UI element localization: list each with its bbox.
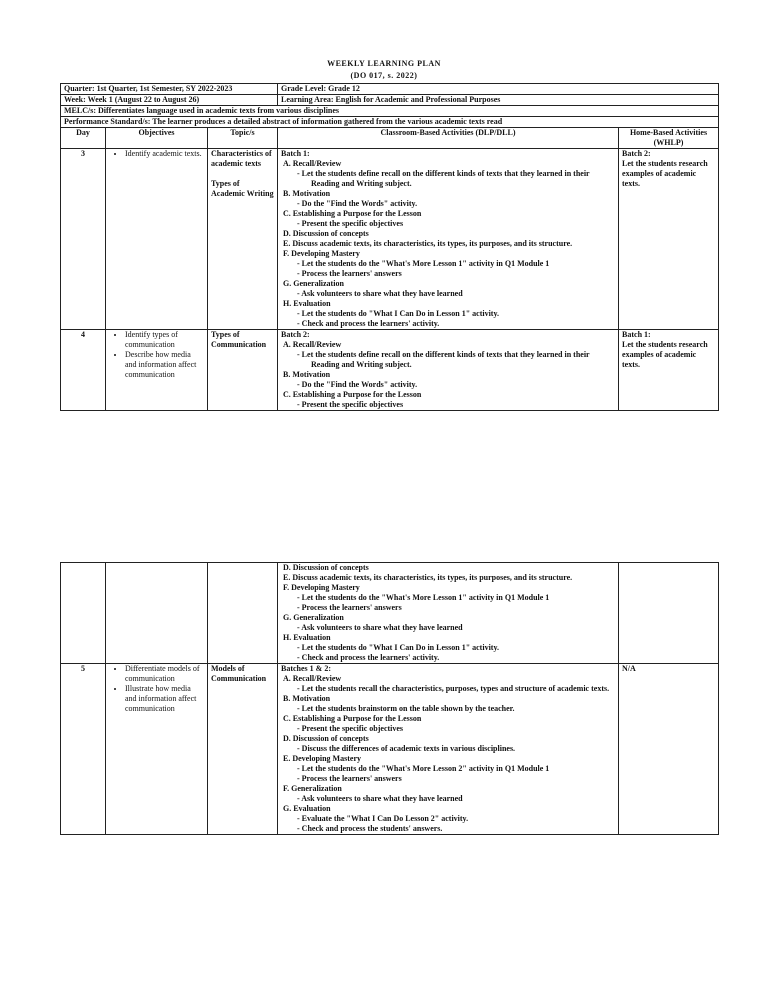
activity-item: E. Discuss academic texts, its characteristics, its types, its purposes, and its structure. <box>283 573 573 582</box>
activities-cell <box>278 664 619 835</box>
table-row <box>61 149 719 330</box>
activity-subitem: - Let the students do the "What's More Lesson 2" activity in Q1 Module 1 <box>297 764 550 773</box>
activity-subitem: - Let the students recall the characteristics, purposes, types and structure of academic texts. <box>297 684 610 693</box>
table-row <box>61 664 719 835</box>
activity-subitem: - Let the students do the "What's More Lesson 1" activity in Q1 Module 1 <box>297 259 550 268</box>
day-cell: 3 <box>61 149 106 330</box>
activity-subitem: - Discuss the differences of academic texts in various disciplines. <box>297 744 516 753</box>
activity-subitem: - Let the students define recall on the different kinds of texts that they learned in their Reading and Writing subject. <box>297 350 590 369</box>
activity-item: E. Developing Mastery <box>283 754 361 763</box>
activity-item: B. Motivation <box>283 370 331 379</box>
table-row <box>61 330 719 411</box>
activity-subitem: - Let the students brainstorm on the table shown by the teacher. <box>297 704 515 713</box>
activity-item: D. Discussion of concepts <box>283 734 369 743</box>
home-activity-text: Let the students research examples of academic texts. <box>622 159 708 188</box>
topic-item: Types of Communication <box>211 330 267 349</box>
objective-item: • Illustrate how media and information affect communication <box>125 684 204 714</box>
activity-item: G. Evaluation <box>283 804 331 813</box>
col-objectives: Objectives <box>106 128 208 149</box>
activity-item: F. Developing Mastery <box>283 249 360 258</box>
table-row <box>61 563 719 664</box>
topic-item: Types of Academic Writing <box>211 179 274 198</box>
activity-subitem: - Process the learners' answers <box>297 603 402 612</box>
activity-subitem: - Ask volunteers to share what they have learned <box>297 623 463 632</box>
col-day: Day <box>61 128 106 149</box>
objectives-cell <box>106 664 208 835</box>
activities-cell <box>278 149 619 330</box>
day-cell: 4 <box>61 330 106 411</box>
objective-item: • Identify academic texts. <box>125 149 204 159</box>
objective-item: • Differentiate models of communication <box>125 664 204 684</box>
objectives-cell <box>106 563 208 664</box>
home-activities-cell <box>619 149 719 330</box>
activity-subitem: - Do the "Find the Words" activity. <box>297 380 418 389</box>
activity-subitem: - Let the students do the "What's More Lesson 1" activity in Q1 Module 1 <box>297 593 550 602</box>
activity-subitem: - Process the learners' answers <box>297 774 402 783</box>
activity-subitem: - Check and process the learners' activity. <box>297 653 440 662</box>
activity-item: B. Motivation <box>283 189 331 198</box>
activity-subitem: - Check and process the students' answers. <box>297 824 443 833</box>
activity-item: C. Establishing a Purpose for the Lesson <box>283 209 422 218</box>
home-activity-text: N/A <box>622 664 636 673</box>
activity-subitem: - Check and process the learners' activity. <box>297 319 440 328</box>
document-subtitle: (DO 017, s. 2022) <box>350 71 418 80</box>
quarter-cell: Quarter: 1st Quarter, 1st Semester, SY 2022-2023 <box>61 84 278 95</box>
objective-item: • Describe how media and information affect communication <box>125 350 204 380</box>
topic-item: Models of Communication <box>211 664 267 683</box>
melc-cell: MELC/s: Differentiates language used in academic texts from various disciplines <box>61 106 719 117</box>
learning-area-cell: Learning Area: English for Academic and Professional Purposes <box>278 95 719 106</box>
objectives-cell <box>106 330 208 411</box>
activity-item: D. Discussion of concepts <box>283 563 369 572</box>
batch-label: Batches 1 & 2: <box>281 664 331 673</box>
activities-cell <box>278 563 619 664</box>
topics-cell <box>208 330 278 411</box>
objective-item: • Identify types of communication <box>125 330 204 350</box>
activity-subitem: - Do the "Find the Words" activity. <box>297 199 418 208</box>
activity-subitem: - Present the specific objectives <box>297 724 404 733</box>
activity-item: G. Generalization <box>283 613 344 622</box>
activity-item: E. Discuss academic texts, its characteristics, its types, its purposes, and its structure. <box>283 239 573 248</box>
activity-item: A. Recall/Review <box>283 340 342 349</box>
col-activities: Classroom-Based Activities (DLP/DLL) <box>278 128 619 149</box>
document-title: WEEKLY LEARNING PLAN <box>327 59 441 68</box>
activity-subitem: - Let the students define recall on the different kinds of texts that they learned in their Reading and Writing subject. <box>297 169 590 188</box>
activity-subitem: - Process the learners' answers <box>297 269 402 278</box>
performance-standard-cell: Performance Standard/s: The learner produces a detailed abstract of information gathered from the various academic texts read <box>61 117 719 128</box>
col-topics: Topic/s <box>208 128 278 149</box>
activity-subitem: - Let the students do "What I Can Do in Lesson 1" activity. <box>297 643 500 652</box>
lesson-plan-table-page2 <box>60 562 719 835</box>
grade-level-cell: Grade Level: Grade 12 <box>278 84 719 95</box>
topic-item: Characteristics of academic texts <box>211 149 272 168</box>
home-activities-cell <box>619 330 719 411</box>
activity-item: F. Generalization <box>283 784 342 793</box>
activity-item: D. Discussion of concepts <box>283 229 369 238</box>
activity-subitem: - Ask volunteers to share what they have learned <box>297 289 463 298</box>
activities-cell <box>278 330 619 411</box>
objectives-cell <box>106 149 208 330</box>
topics-cell <box>208 664 278 835</box>
activity-item: H. Evaluation <box>283 633 331 642</box>
home-activities-cell <box>619 563 719 664</box>
activity-item: C. Establishing a Purpose for the Lesson <box>283 714 422 723</box>
activity-item: C. Establishing a Purpose for the Lesson <box>283 390 422 399</box>
activity-item: G. Generalization <box>283 279 344 288</box>
topics-cell <box>208 563 278 664</box>
batch-label: Batch 1: <box>281 149 310 158</box>
day-cell <box>61 563 106 664</box>
home-batch-label: Batch 1: <box>622 330 651 339</box>
activity-item: F. Developing Mastery <box>283 583 360 592</box>
activity-subitem: - Present the specific objectives <box>297 219 404 228</box>
home-batch-label: Batch 2: <box>622 149 651 158</box>
activity-item: B. Motivation <box>283 694 331 703</box>
home-activity-text: Let the students research examples of academic texts. <box>622 340 708 369</box>
activity-subitem: - Let the students do "What I Can Do in Lesson 1" activity. <box>297 309 500 318</box>
batch-label: Batch 2: <box>281 330 310 339</box>
col-home-activities: Home-Based Activities (WHLP) <box>619 128 719 149</box>
activity-subitem: - Ask volunteers to share what they have learned <box>297 794 463 803</box>
day-cell: 5 <box>61 664 106 835</box>
activity-subitem: - Evaluate the "What I Can Do Lesson 2" activity. <box>297 814 469 823</box>
activity-item: A. Recall/Review <box>283 674 342 683</box>
activity-item: H. Evaluation <box>283 299 331 308</box>
lesson-plan-table-page1 <box>60 83 719 411</box>
home-activities-cell <box>619 664 719 835</box>
activity-item: A. Recall/Review <box>283 159 342 168</box>
week-cell: Week: Week 1 (August 22 to August 26) <box>61 95 278 106</box>
topics-cell <box>208 149 278 330</box>
activity-subitem: - Present the specific objectives <box>297 400 404 409</box>
